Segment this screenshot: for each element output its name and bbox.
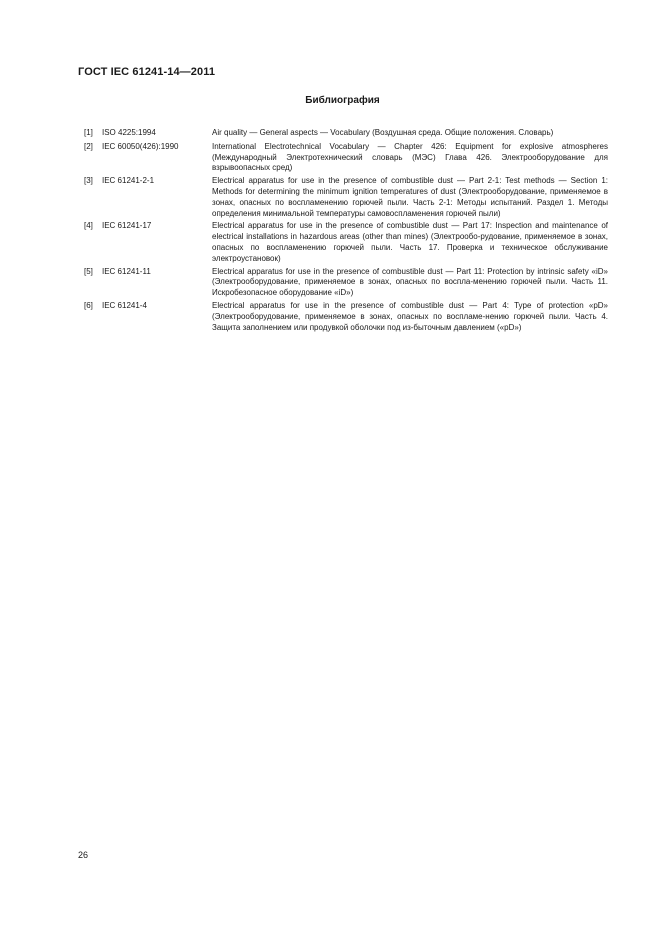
entry-text: Air quality — General aspects — Vocabulary (Воздушная среда. Общие положения. Словарь): [212, 128, 554, 137]
bibliography-list: [84, 128, 608, 333]
page-header-standard-id: ГОСТ IEC 61241-14—2011: [78, 66, 216, 78]
bibliography-entry: [84, 128, 608, 139]
entry-number: [6]: [84, 300, 93, 310]
bibliography-entry: [84, 176, 608, 219]
entry-code: IEC 61241-17: [102, 221, 152, 231]
entry-text: Electrical apparatus for use in the presence of combustible dust — Part 17: Inspection and maintenance of electrical installations in hazardous areas (other than mines) (Электрообо-рудование, применяемое в зонах, опасных по воспламенению горючей пыли. Часть 17. Проверка и техническое обслуживание электроустановок): [212, 221, 608, 263]
entry-code: ISO 4225:1994: [102, 128, 156, 137]
page-number: 26: [78, 850, 89, 860]
entry-code: IEC 61241-2-1: [102, 176, 155, 186]
entry-text: Electrical apparatus for use in the presence of combustible dust — Part 2-1: Test methods — Section 1: Methods for determining the minimum ignition temperatures of dust (Электрооборудование, применяемое в зонах, опасных по воспламенению горючей пыли. Часть 2-1: Методы испытаний. Раздел 1. Методы определения минимальной температуры самовоспламенения горючей пыли): [212, 176, 608, 218]
section-title: Библиография: [305, 95, 380, 106]
bibliography-entry: [84, 142, 608, 174]
entry-number: [2]: [84, 141, 93, 151]
entry-number: [5]: [84, 266, 93, 276]
entry-code: IEC 61241-4: [102, 300, 147, 310]
entry-text: Electrical apparatus for use in the presence of combustible dust — Part 11: Protection by intrinsic safety «iD» (Электрооборудование, применяемое в зонах, опасных по воспла-менению горючей пыли. Часть 11. Искробезопасное оборудование «iD»): [212, 266, 608, 298]
bibliography-entry: [84, 267, 608, 299]
bibliography-entry: [84, 221, 608, 264]
entry-code: IEC 61241-11: [102, 266, 151, 276]
entry-text: Electrical apparatus for use in the presence of combustible dust — Part 4: Type of protection «pD» (Электрооборудование, применяемое в зонах, опасных по воспламе-нению горючей пыли. Часть 4. Защита заполнением или продувкой оболочки под из-быточным давлением («pD»): [212, 300, 608, 332]
entry-code: IEC 60050(426):1990: [102, 141, 179, 151]
entry-number: [4]: [84, 221, 93, 231]
entry-number: [1]: [84, 128, 93, 137]
bibliography-entry: [84, 301, 608, 333]
entry-text: International Electrotechnical Vocabulary — Chapter 426: Equipment for explosive atmospheres (Международный Электротехнический словарь (МЭС) Глава 426. Электрооборудование для взрывоопасных сред): [212, 141, 608, 173]
entry-number: [3]: [84, 176, 93, 186]
